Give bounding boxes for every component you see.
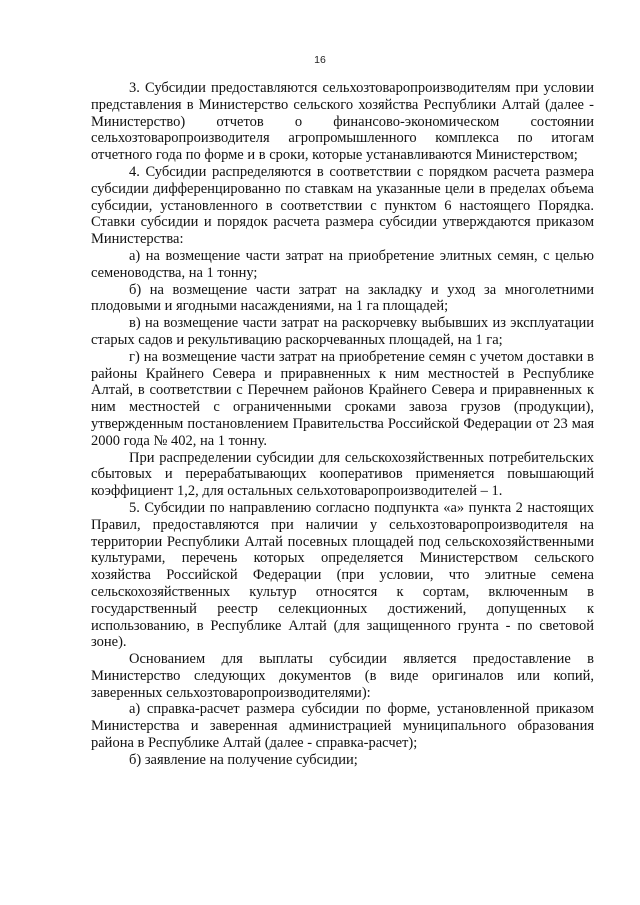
list-item-a-calculation-certificate: а) справка-расчет размера субсидии по форме, установленной приказом Министерства и заверенная администрацией муниципального образования района в Республике Алтай (далее - справка-расчет); bbox=[91, 701, 594, 752]
document-body bbox=[91, 80, 594, 769]
paragraph-3-subsidy-conditions: 3. Субсидии предоставляются сельхозтоваропроизводителям при условии представления в Министерство сельского хозяйства Республики Алтай (далее - Министерство) отчетов о финансово-экономическом состоянии сельхозтоваропроизводителя агропромышленного комплекса по итогам отчетного года по форме и в сроки, которые устанавливаются Министерством; bbox=[91, 80, 594, 164]
list-item-d-seed-delivery-north: г) на возмещение части затрат на приобретение семян с учетом доставки в районы Крайнего Севера и приравненных к ним местностей в Республике Алтай, в соответствии с Перечнем районов Крайнего Севера и приравненных к ним местностей с ограниченными сроками завоза грузов (продукции), утвержденным постановлением Правительства Российской Федерации от 23 мая 2000 года № 402, на 1 тонну. bbox=[91, 348, 594, 449]
page-number: 16 bbox=[314, 54, 326, 66]
paragraph-5-subsidy-grounds: 5. Субсидии по направлению согласно подпункта «а» пункта 2 настоящих Правил, предоставляются при наличии у сельхозтоваропроизводителя на территории Республики Алтай посевных площадей под сельскохозяйственными культурами, перечень которых определяется Министерством сельского хозяйства Российской Федерации (при условии, что элитные семена сельскохозяйственных культур относятся к сортам, включенным в государственный реестр селекционных достижений, допущенных к использованию, в Республике Алтай (для защищенного грунта - по световой зоне). bbox=[91, 499, 594, 651]
list-item-a-elite-seeds: а) на возмещение части затрат на приобретение элитных семян, с целью семеноводства, на 1 тонну; bbox=[91, 247, 594, 281]
paragraph-required-documents: Основанием для выплаты субсидии является предоставление в Министерство следующих документов (в виде оригиналов или копий, заверенных сельхозтоваропроизводителями): bbox=[91, 651, 594, 701]
list-item-b-perennial-plantings: б) на возмещение части затрат на закладку и уход за многолетними плодовыми и ягодными насаждениями, на 1 га площадей; bbox=[91, 281, 594, 315]
list-item-c-uprooting-orchards: в) на возмещение части затрат на раскорчевку выбывших из эксплуатации старых садов и рекультивацию раскорчеванных площадей, на 1 га; bbox=[91, 315, 594, 348]
list-item-b-application: б) заявление на получение субсидии; bbox=[129, 751, 358, 768]
paragraph-4-subsidy-distribution: 4. Субсидии распределяются в соответствии с порядком расчета размера субсидии дифференцированно по ставкам на указанные цели в пределах объема субсидии, установленного в соответствии с пунктом 6 настоящего Порядка. Ставки субсидии и порядок расчета размера субсидии утверждаются приказом Министерства: bbox=[91, 163, 594, 248]
paragraph-cooperative-coefficient: При распределении субсидии для сельскохозяйственных потребительских сбытовых и перерабатывающих кооперативов применяется повышающий коэффициент 1,2, для остальных сельхотоваропроизводителей – 1. bbox=[91, 449, 594, 500]
